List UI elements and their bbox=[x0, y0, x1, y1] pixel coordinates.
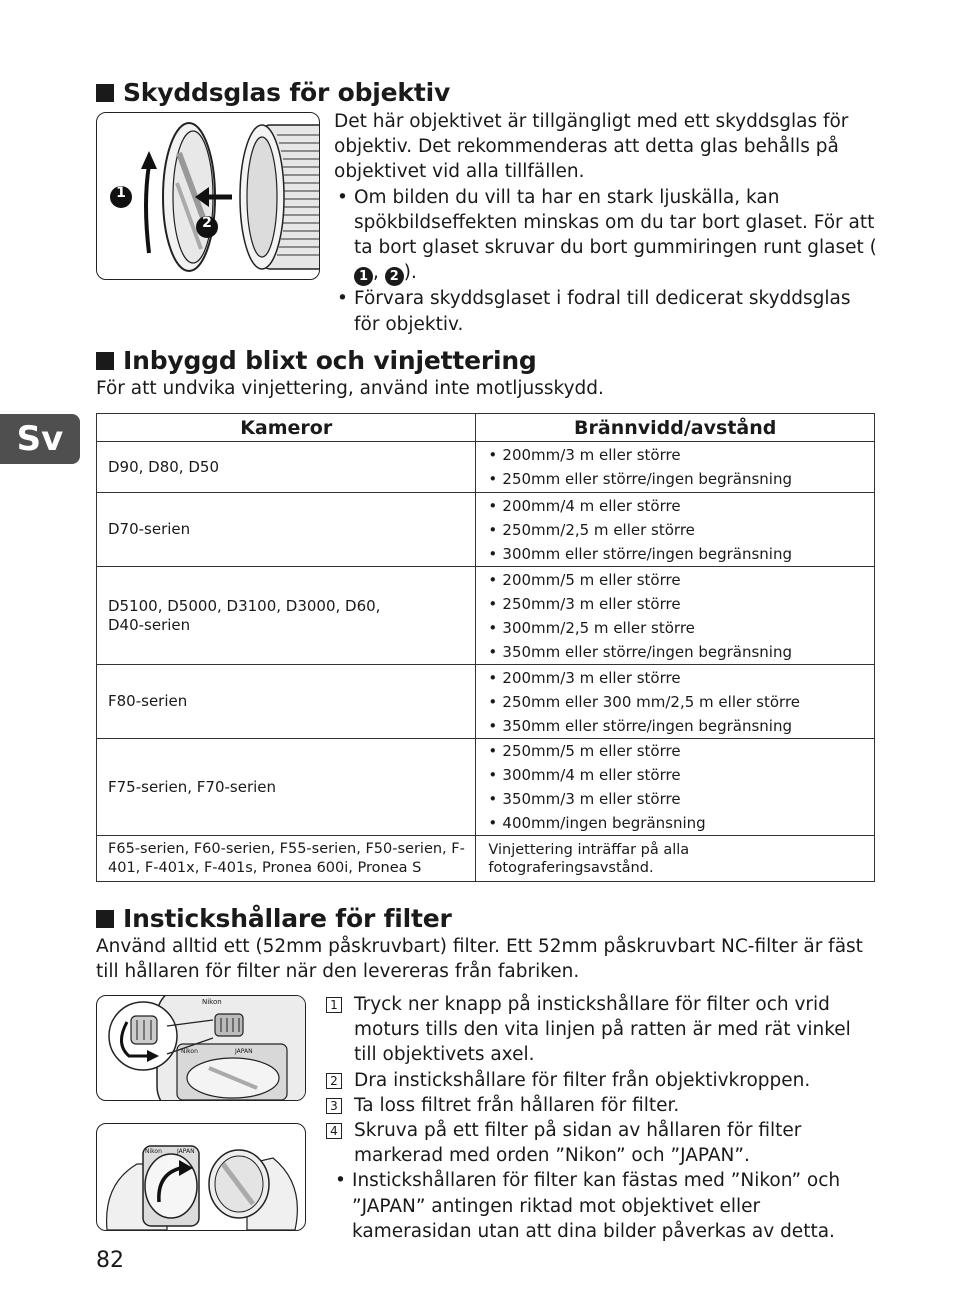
step-number: 3 bbox=[326, 1098, 342, 1114]
camera-cell: F80-serien bbox=[97, 665, 476, 739]
table-row bbox=[97, 567, 875, 665]
camera-cell: F65-serien, F60-serien, F55-serien, F50-serien, F-401, F-401x, F-401s, Pronea 600i, Pronea S bbox=[97, 836, 476, 882]
heading-bullet-square bbox=[96, 352, 114, 370]
language-tab: Sv bbox=[0, 414, 80, 464]
table-header-row bbox=[97, 414, 875, 442]
heading-text: Instickshållare för filter bbox=[123, 904, 452, 933]
note-cell: Vinjettering inträffar på alla fotograferingsavstånd. bbox=[476, 836, 875, 882]
filter-holder-figure-2 bbox=[96, 1123, 306, 1231]
step-2: 2 Dra instickshållare för filter från objektivkroppen. bbox=[326, 1068, 871, 1093]
section3-intro: Använd alltid ett (52mm påskruvbart) filter. Ett 52mm påskruvbart NC-filter är fäst till hållaren för filter när den levereras från fabriken. bbox=[96, 936, 863, 983]
section1-bullet-1: • Om bilden du vill ta har en stark ljuskälla, kan spökbildseffekten minskas om du tar bort glaset. För att ta bort glaset skruvar du bort gummiringen runt glaset (1 , 2 ). bbox=[334, 185, 879, 287]
step-number: 2 bbox=[326, 1073, 342, 1089]
table-row bbox=[97, 493, 875, 567]
table-header-focal-distance: Brännvidd/avstånd bbox=[476, 414, 875, 442]
page-number: 82 bbox=[96, 1248, 124, 1273]
value-cell: • 200mm/4 m eller större • 250mm/2,5 m eller större • 300mm eller större/ingen begränsning bbox=[476, 493, 875, 567]
table-row bbox=[97, 739, 875, 836]
section1-bullet-2: • Förvara skyddsglaset i fodral till dedicerat skyddsglas för objektiv. bbox=[334, 286, 879, 336]
ref-marker-2: 2 bbox=[385, 267, 404, 286]
heading-bullet-square bbox=[96, 910, 114, 928]
camera-cell: D70-serien bbox=[97, 493, 476, 567]
section-heading-flash-vignetting bbox=[96, 346, 537, 375]
heading-bullet-square bbox=[96, 84, 114, 102]
section1-text bbox=[334, 109, 879, 337]
step-3: 3 Ta loss filtret från hållaren för filter. bbox=[326, 1093, 871, 1118]
step-number: 4 bbox=[326, 1123, 342, 1139]
value-cell: • 200mm/5 m eller större • 250mm/3 m eller större • 300mm/2,5 m eller större • 350mm eller större/ingen begränsning bbox=[476, 567, 875, 665]
vignetting-table bbox=[96, 413, 875, 882]
section2-intro: För att undvika vinjettering, använd inte motljusskydd. bbox=[96, 378, 604, 399]
step-1: 1 Tryck ner knapp på instickshållare för filter och vrid moturs tills den vita linjen på ratten är med rät vinkel till objektivets axel. bbox=[326, 992, 871, 1068]
fig-label-country: JAPAN bbox=[235, 1048, 253, 1055]
figure-marker-1: 1 bbox=[116, 185, 126, 201]
value-cell: • 200mm/3 m eller större • 250mm eller större/ingen begränsning bbox=[476, 442, 875, 493]
table-row bbox=[97, 665, 875, 739]
section-heading-filter-holder bbox=[96, 904, 452, 933]
section-heading-lens-cap bbox=[96, 78, 450, 107]
protective-glass-illustration bbox=[97, 113, 319, 279]
table-header-cameras: Kameror bbox=[97, 414, 476, 442]
fig2-label-brand: Nikon bbox=[145, 1148, 162, 1155]
camera-cell: F75-serien, F70-serien bbox=[97, 739, 476, 836]
fig-label-brand-holder: Nikon bbox=[181, 1048, 198, 1055]
step-number: 1 bbox=[326, 997, 342, 1013]
fig-label-brand: Nikon bbox=[202, 998, 222, 1006]
section1-intro: Det här objektivet är tillgängligt med ett skyddsglas för objektiv. Det rekommenderas att detta glas behålls på objektivet vid alla tillfällen. bbox=[334, 111, 849, 183]
figure-marker-2: 2 bbox=[202, 215, 212, 231]
step-4: 4 Skruva på ett filter på sidan av hållaren för filter markerad med orden ”Nikon” och ”JAPAN”. bbox=[326, 1118, 871, 1168]
value-cell: • 250mm/5 m eller större • 300mm/4 m eller större • 350mm/3 m eller större • 400mm/ingen begränsning bbox=[476, 739, 875, 836]
fig2-label-country: JAPAN bbox=[177, 1148, 195, 1155]
camera-cell: D5100, D5000, D3100, D3000, D60, D40-serien bbox=[97, 567, 476, 665]
section3-steps bbox=[326, 992, 871, 1244]
ref-marker-1: 1 bbox=[354, 267, 373, 286]
table-row bbox=[97, 836, 875, 882]
filter-holder-release-illustration bbox=[97, 996, 305, 1100]
filter-holder-figure-1 bbox=[96, 995, 306, 1101]
camera-cell: D90, D80, D50 bbox=[97, 442, 476, 493]
filter-screw-illustration bbox=[97, 1124, 305, 1230]
protective-glass-figure bbox=[96, 112, 320, 280]
table-row bbox=[97, 442, 875, 493]
heading-text: Skyddsglas för objektiv bbox=[123, 78, 451, 107]
value-cell: • 200mm/3 m eller större • 250mm eller 300 mm/2,5 m eller större • 350mm eller större/ingen begränsning bbox=[476, 665, 875, 739]
section3-note: • Instickshållaren för filter kan fästas med ”Nikon” och ”JAPAN” antingen riktad mot objektivet eller kamerasidan utan att dina bilder påverkas av detta. bbox=[332, 1168, 871, 1244]
heading-text: Inbyggd blixt och vinjettering bbox=[123, 346, 537, 375]
